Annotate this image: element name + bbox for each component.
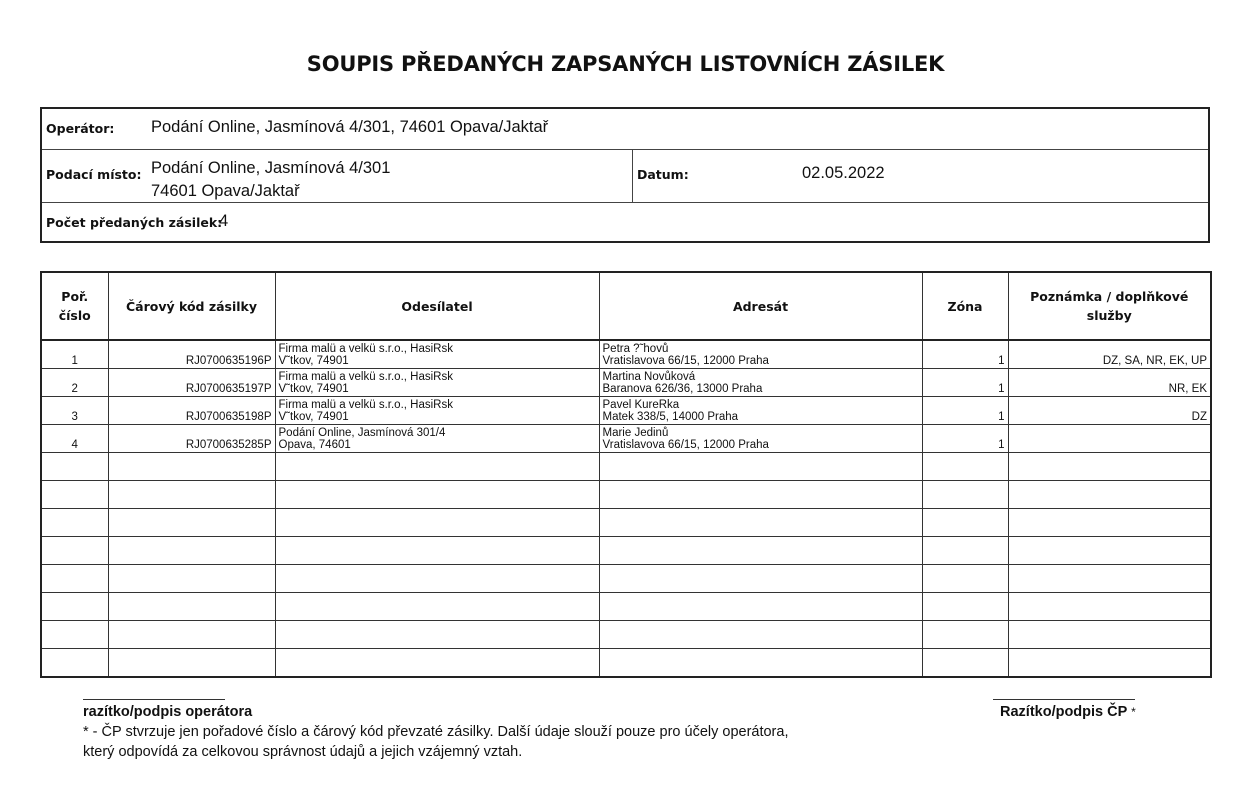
column-header: Poř. číslo	[41, 272, 108, 340]
row-number: 4	[41, 425, 108, 453]
addressee-line2: Baranova 626/36, 13000 Praha	[602, 383, 763, 395]
sender	[275, 397, 599, 425]
row-number: 2	[41, 369, 108, 397]
addressee	[599, 425, 922, 453]
note	[1008, 425, 1211, 453]
row-number: 3	[41, 397, 108, 425]
operator-signature-label: razítko/podpis operátora	[83, 704, 253, 720]
header-divider-vertical	[632, 149, 633, 202]
sender-line2: Opava, 74601	[278, 439, 351, 451]
addressee-line2: Matek 338/5, 14000 Praha	[602, 411, 739, 423]
cp-signature-star: *	[1131, 705, 1136, 719]
sender	[275, 340, 599, 369]
place-line2: 74601 Opava/Jaktař	[151, 182, 300, 200]
table-header-row	[41, 272, 1211, 340]
place-label: Podací místo:	[46, 167, 142, 182]
zone: 1	[922, 397, 1008, 425]
empty-row	[41, 565, 1211, 593]
barcode: RJ0700635196P	[108, 340, 275, 369]
sender-line1: Firma malü a velkü s.r.o., HasiRsk	[278, 343, 453, 355]
empty-row	[41, 621, 1211, 649]
row-number: 1	[41, 340, 108, 369]
note: DZ	[1008, 397, 1211, 425]
column-header: Zóna	[922, 272, 1008, 340]
column-header: Poznámka / doplňkové služby	[1008, 272, 1211, 340]
addressee	[599, 340, 922, 369]
shipments-table	[40, 271, 1212, 678]
table-row	[41, 425, 1211, 453]
addressee-line2: Vratislavova 66/15, 12000 Praha	[602, 355, 769, 367]
barcode: RJ0700635285P	[108, 425, 275, 453]
sender-line2: V˜tkov, 74901	[278, 383, 349, 395]
header-box	[40, 107, 1210, 243]
operator-signature-line	[83, 699, 225, 700]
addressee	[599, 397, 922, 425]
sender-line1: Firma malü a velkü s.r.o., HasiRsk	[278, 399, 453, 411]
addressee-line2: Vratislavova 66/15, 12000 Praha	[602, 439, 769, 451]
cp-signature-label	[1000, 704, 1136, 720]
column-header: Čárový kód zásilky	[108, 272, 275, 340]
date-label: Datum:	[637, 167, 689, 182]
addressee-line1: Martina Novůková	[602, 371, 696, 383]
column-header: Adresát	[599, 272, 922, 340]
addressee-line1: Petra ?˜hovů	[602, 343, 669, 355]
header-divider	[42, 149, 1208, 150]
sender	[275, 369, 599, 397]
empty-row	[41, 649, 1211, 678]
footnote-line1: * - ČP stvrzuje jen pořadové číslo a čárový kód převzaté zásilky. Další údaje slouží pouze pro účely operátora,	[83, 724, 789, 740]
place-line1: Podání Online, Jasmínová 4/301	[151, 159, 391, 177]
footnote-line2: který odpovídá za celkovou správnost údajů a jejich vzájemný vztah.	[83, 744, 523, 760]
addressee-line1: Pavel KureRka	[602, 399, 680, 411]
addressee	[599, 369, 922, 397]
barcode: RJ0700635197P	[108, 369, 275, 397]
cp-signature-line	[993, 699, 1135, 700]
empty-row	[41, 481, 1211, 509]
barcode: RJ0700635198P	[108, 397, 275, 425]
sender-line2: V˜tkov, 74901	[278, 411, 349, 423]
count-label: Počet předaných zásilek:	[46, 215, 223, 230]
header-divider	[42, 202, 1208, 203]
cp-signature-text: Razítko/podpis ČP	[1000, 704, 1128, 720]
addressee-line1: Marie Jedinů	[602, 427, 669, 439]
zone: 1	[922, 340, 1008, 369]
note: NR, EK	[1008, 369, 1211, 397]
sender-line1: Firma malü a velkü s.r.o., HasiRsk	[278, 371, 453, 383]
operator-label: Operátor:	[46, 121, 115, 136]
sender-line2: V˜tkov, 74901	[278, 355, 349, 367]
empty-row	[41, 537, 1211, 565]
table-row	[41, 369, 1211, 397]
zone: 1	[922, 425, 1008, 453]
operator-value: Podání Online, Jasmínová 4/301, 74601 Opava/Jaktař	[151, 118, 549, 136]
table-row	[41, 340, 1211, 369]
empty-row	[41, 593, 1211, 621]
empty-row	[41, 453, 1211, 481]
note: DZ, SA, NR, EK, UP	[1008, 340, 1211, 369]
sender	[275, 425, 599, 453]
count-value: 4	[219, 212, 229, 230]
empty-row	[41, 509, 1211, 537]
zone: 1	[922, 369, 1008, 397]
column-header: Odesílatel	[275, 272, 599, 340]
table-row	[41, 397, 1211, 425]
document-title: SOUPIS PŘEDANÝCH ZAPSANÝCH LISTOVNÍCH ZÁSILEK	[306, 52, 945, 76]
sender-line1: Podání Online, Jasmínová 301/4	[278, 427, 446, 439]
date-value: 02.05.2022	[802, 164, 885, 182]
